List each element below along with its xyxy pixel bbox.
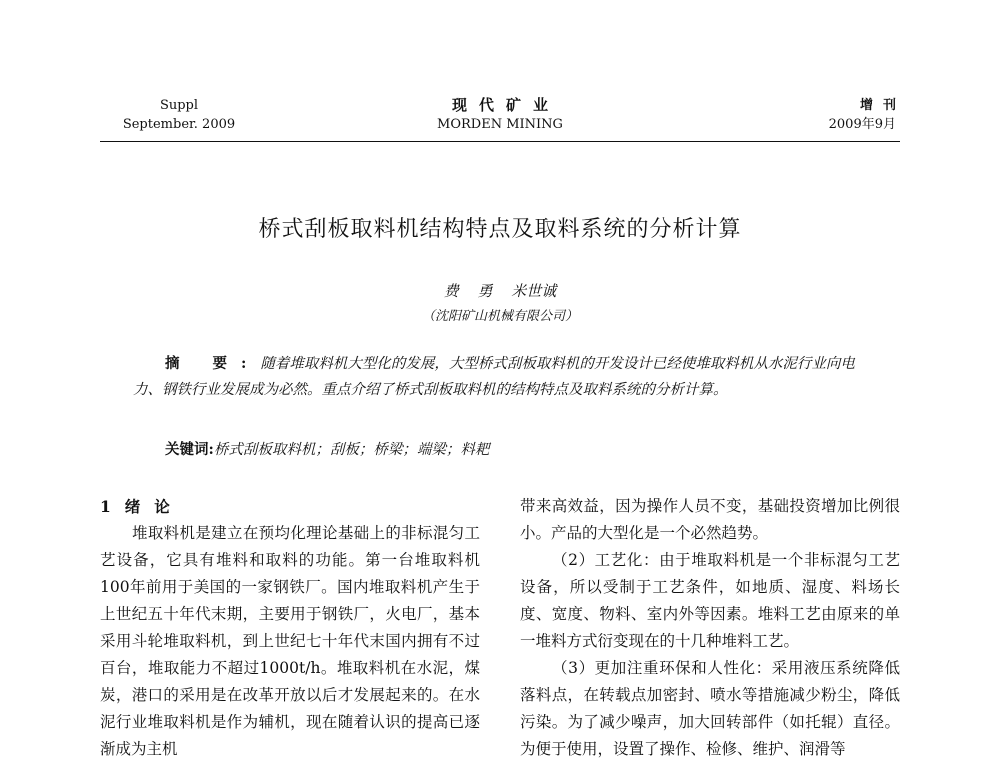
section-number: 1 (100, 497, 111, 516)
keywords (165, 438, 865, 459)
issue-label: Suppl (159, 98, 199, 113)
section-title: 绪论 (124, 497, 184, 516)
header-rule (100, 141, 900, 142)
section-heading (100, 493, 480, 520)
abstract-text: 随着堆取料机大型化的发展，大型桥式刮板取料机的开发设计已经使堆取料机从水泥行业向电力、钢铁行业发展成为必然。重点介绍了桥式刮板取料机的结构特点及取料系统的分析计算。 (133, 356, 855, 398)
abstract-label: 摘 要: (165, 355, 261, 372)
body-paragraph: 带来高效益，因为操作人员不变，基础投资增加比例很小。产品的大型化是一个必然趋势。 (520, 497, 900, 542)
body-paragraph: （3）更加注重环保和人性化：采用液压系统降低落料点，在转载点加密封、喷水等措施减少粉尘，降低污染。为了减少噪声，加大回转部件（如托辊）直径。为便于使用，设置了操作、检修、维护、润滑等 (520, 659, 900, 758)
abstract (133, 351, 866, 403)
article-title: 桥式刮板取料机结构特点及取料系统的分析计算 (258, 217, 742, 242)
journal-name-cn: 现代矿业 (451, 96, 560, 114)
article-affiliation: （沈阳矿山机械有限公司） (421, 309, 578, 324)
keywords-text: 桥式刮板取料机；刮板；桥梁；端梁；料耙 (213, 442, 490, 458)
journal-issue-info-cn (746, 96, 906, 134)
keywords-label: 关键词: (165, 441, 214, 458)
issue-date: September. 2009 (122, 117, 236, 132)
journal-issue-info (104, 96, 254, 134)
article-authors: 费 勇 米世诚 (443, 282, 557, 300)
journal-name (400, 96, 600, 134)
body-paragraph: 堆取料机是建立在预均化理论基础上的非标混匀工艺设备，它具有堆料和取料的功能。第一台堆取料机100年前用于美国的一家钢铁厂。国内堆取料机产生于上世纪五十年代末期，主要用于钢铁厂，火电厂，基本采用斗轮堆取料机，到上世纪七十年代末国内拥有不过百台，堆取能力不超过1000t/h。堆取料机在水泥，煤炭，港口的采用是在改革开放以后才发展起来的。在水泥行业堆取料机是作为辅机，现在随着认识的提高已逐渐成为主机 (100, 524, 480, 758)
issue-date-cn: 2009年9月 (828, 117, 896, 132)
issue-label-cn: 增刊 (859, 98, 906, 113)
journal-name-en: MORDEN MINING (437, 117, 563, 132)
body-column-left (100, 493, 480, 763)
body-column-right (520, 493, 900, 763)
body-paragraph: （2）工艺化：由于堆取料机是一个非标混匀工艺设备，所以受制于工艺条件，如地质、湿度、料场长度、宽度、物料、室内外等因素。堆料工艺由原来的单一堆料方式衍变现在的十几种堆料工艺。 (520, 551, 900, 650)
